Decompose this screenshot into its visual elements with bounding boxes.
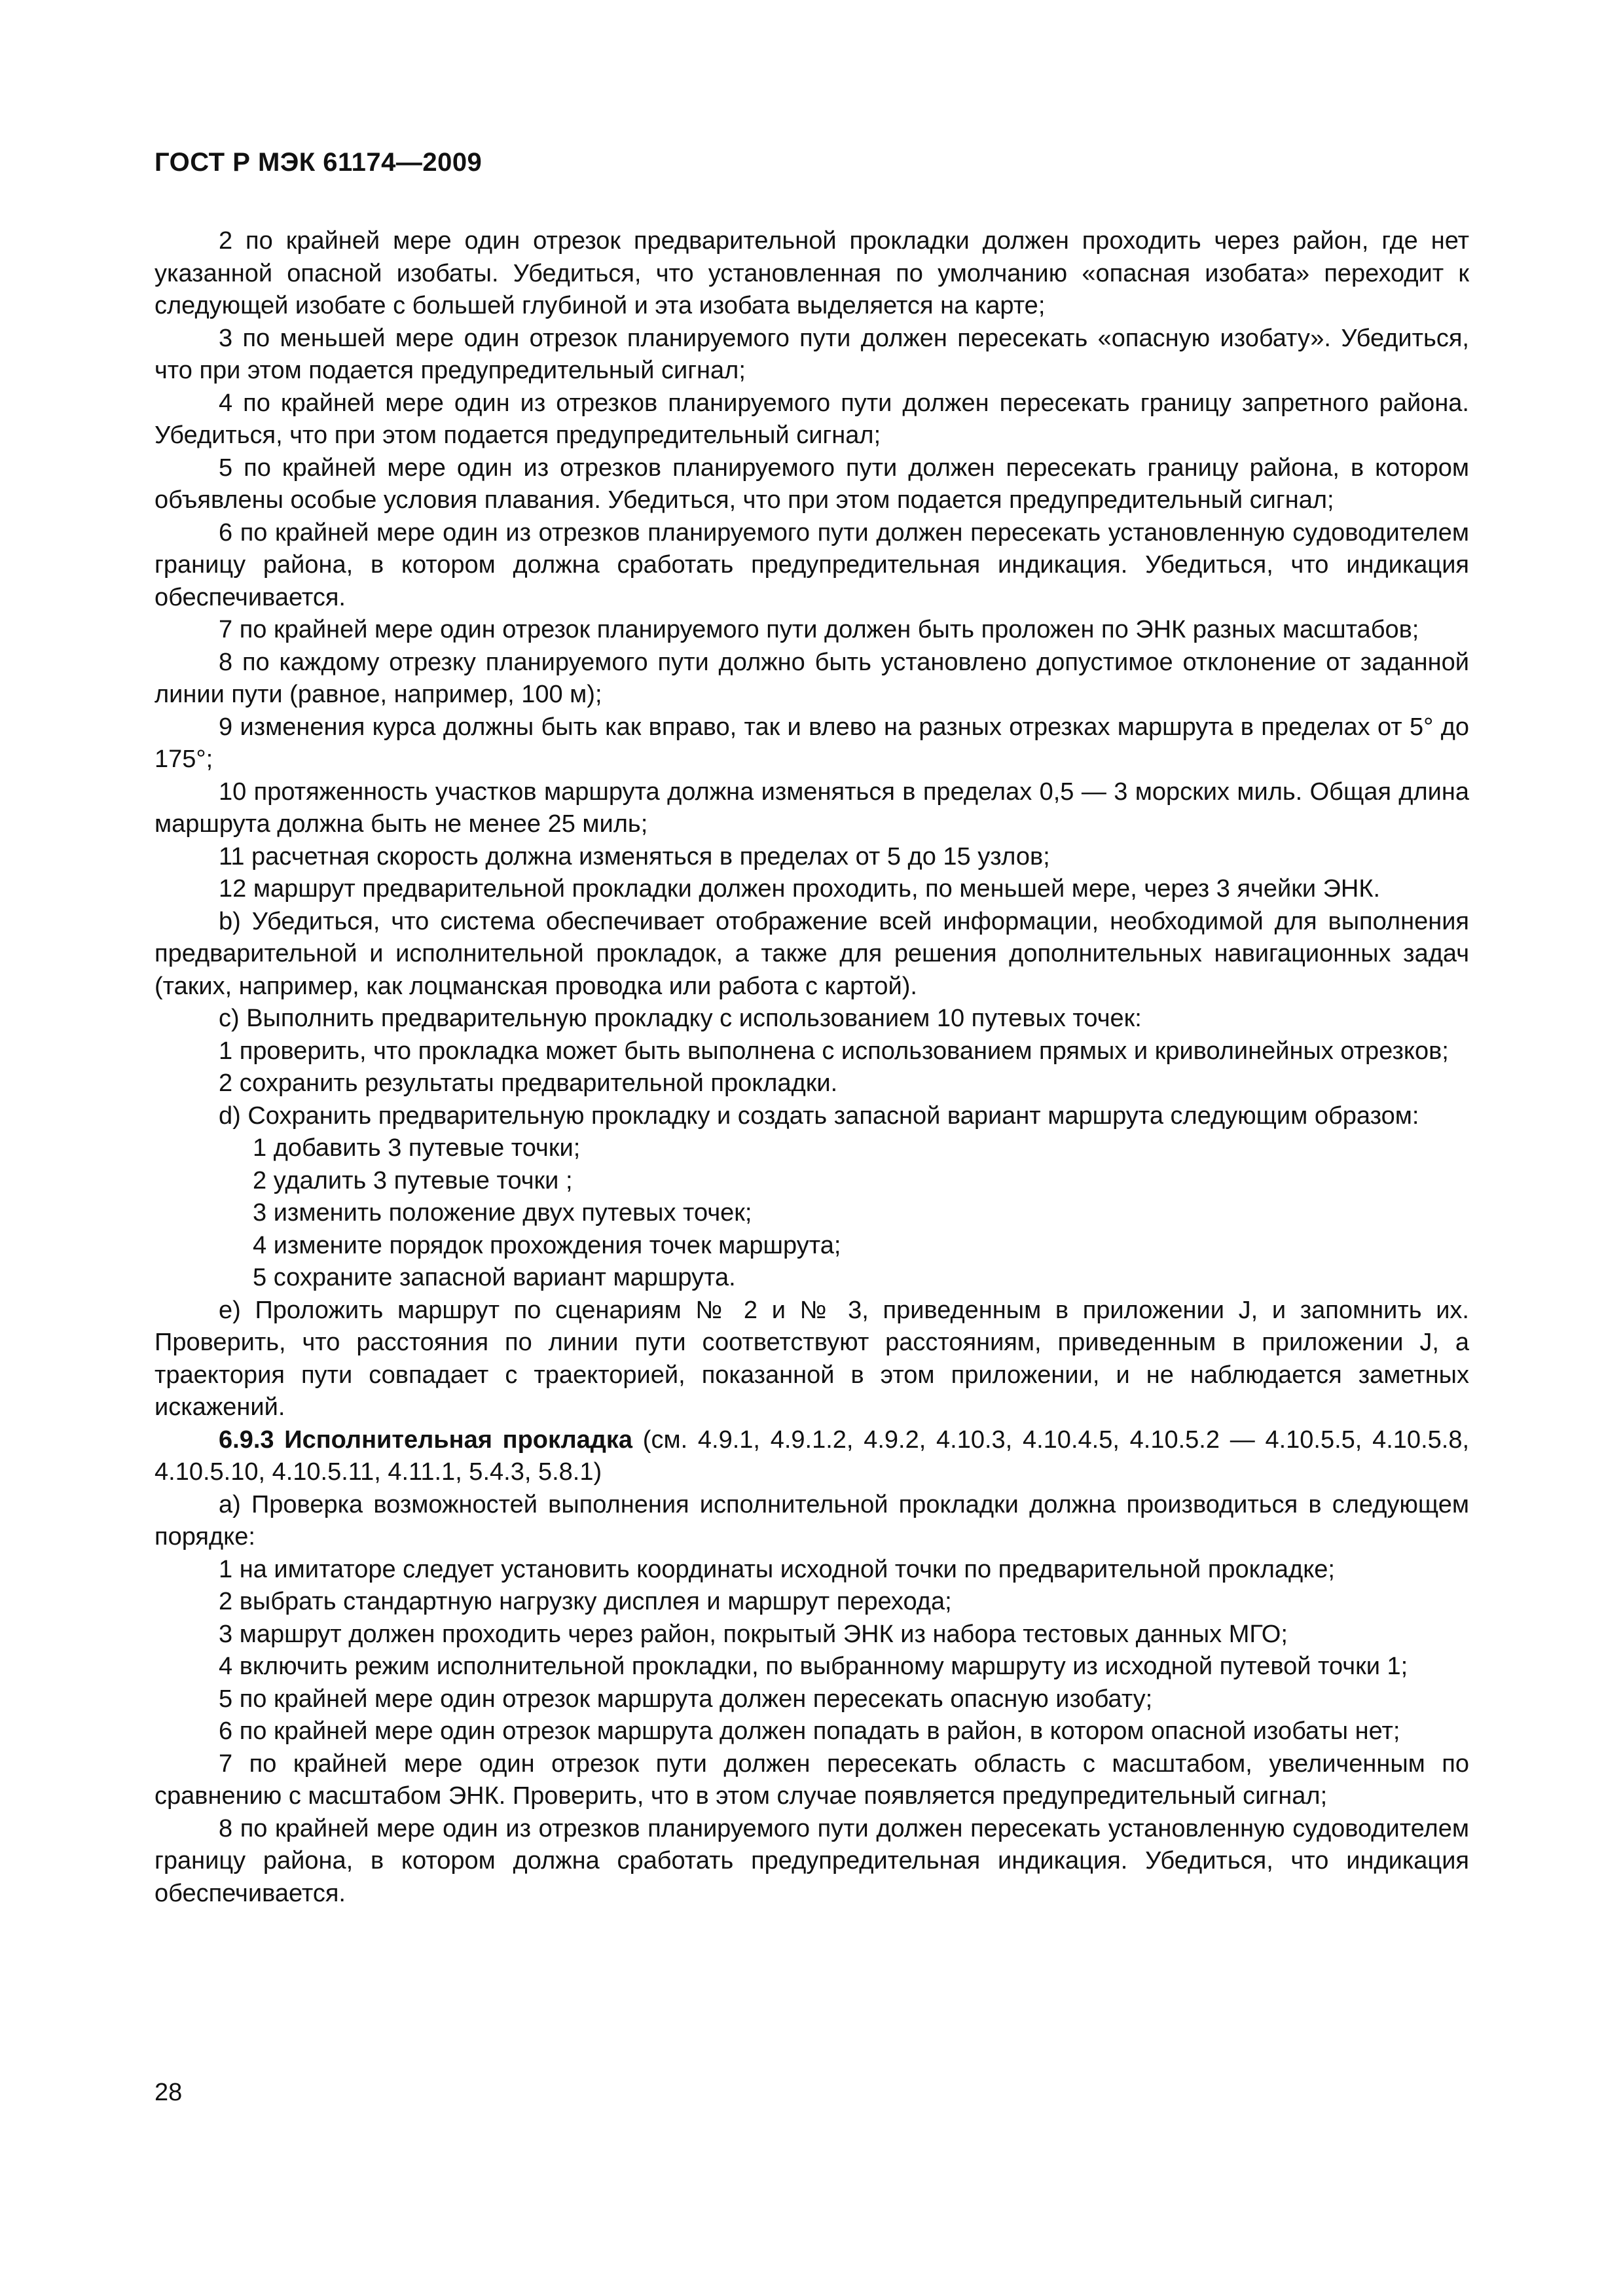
section-references: (см. 4.9.1, 4.9.1.2, 4.9.2, 4.10.3, 4.10.4.5, 4.10.5.2 — 4.10.5.5, 4.10.5.8, 4.10.5.10, 4.10.5.11, 4.11.1, 5.4.3, 5.8.1)	[155, 1426, 1470, 1486]
page-number: 28	[155, 2079, 183, 2106]
paragraph: a) Проверка возможностей выполнения исполнительной прокладки должна производиться в следующем порядке:	[155, 1490, 1469, 1551]
paragraph: 4 включить режим исполнительной прокладки, по выбранному маршруту из исходной путевой точки 1;	[219, 1653, 1408, 1680]
paragraph: 5 по крайней мере один отрезок маршрута должен пересекать опасную изобату;	[219, 1685, 1153, 1713]
paragraph: 10 протяженность участков маршрута должна изменяться в пределах 0,5 — 3 морских миль. Общая длина маршрута должна быть не менее 25 миль;	[155, 778, 1469, 838]
paragraph: b) Убедиться, что система обеспечивает отображение всей информации, необходимой для выполнения предварительной и исполнительной прокладок, а также для решения дополнительных навигационных задач (таких, например, как лоцманская проводка или работа с картой).	[155, 907, 1469, 1000]
paragraph: 8 по каждому отрезку планируемого пути должно быть установлено допустимое отклонение от заданной линии пути (равное, например, 100 м);	[155, 648, 1469, 708]
document-header: ГОСТ Р МЭК 61174—2009	[155, 148, 483, 177]
paragraph: 9 изменения курса должны быть как вправо, так и влево на разных отрезках маршрута в пределах от 5° до 175°;	[155, 713, 1469, 773]
list-item: 3 изменить положение двух путевых точек;	[253, 1199, 752, 1227]
paragraph: 11 расчетная скорость должна изменяться в пределах от 5 до 15 узлов;	[219, 842, 1050, 870]
paragraph: 8 по крайней мере один из отрезков планируемого пути должен пересекать установленную судоводителем границу района, в котором должна сработать предупредительная индикация. Убедиться, что индикация обеспечивается.	[155, 1814, 1469, 1907]
paragraph: 6 по крайней мере один из отрезков планируемого пути должен пересекать установленную судоводителем границу района, в котором должна сработать предупредительная индикация. Убедиться, что индикация обеспечивается.	[155, 518, 1469, 611]
list-item: 1 добавить 3 путевые точки;	[253, 1134, 581, 1162]
list-item: 5 сохраните запасной вариант маршрута.	[253, 1264, 736, 1291]
paragraph: 4 по крайней мере один из отрезков планируемого пути должен пересекать границу запретного района. Убедиться, что при этом подается предупредительный сигнал;	[155, 389, 1469, 449]
paragraph: 3 маршрут должен проходить через район, покрытый ЭНК из набора тестовых данных МГО;	[219, 1620, 1288, 1648]
paragraph: e) Проложить маршрут по сценариям № 2 и № 3, приведенным в приложении J, и запомнить их. Проверить, что расстояния по линии пути соответствуют расстояниям, приведенным в приложении J, а траектория пути совпадает с траекторией, показанной в этом приложении, и не наблюдается заметных искажений.	[155, 1296, 1469, 1421]
paragraph: 1 проверить, что прокладка может быть выполнена с использованием прямых и криволинейных отрезков;	[219, 1037, 1449, 1065]
body-text	[155, 225, 1469, 1910]
section-heading-paragraph	[155, 1424, 1469, 1489]
list-item: 2 удалить 3 путевые точки ;	[253, 1166, 573, 1194]
list-item: 4 измените порядок прохождения точек маршрута;	[253, 1231, 841, 1259]
paragraph: 12 маршрут предварительной прокладки должен проходить, по меньшей мере, через 3 ячейки ЭНК.	[219, 875, 1381, 903]
paragraph: c) Выполнить предварительную прокладку с использованием 10 путевых точек:	[219, 1005, 1142, 1032]
paragraph: d) Сохранить предварительную прокладку и создать запасной вариант маршрута следующим образом:	[219, 1102, 1419, 1130]
paragraph: 5 по крайней мере один из отрезков планируемого пути должен пересекать границу района, в котором объявлены особые условия плавания. Убедиться, что при этом подается предупредительный сигнал;	[155, 454, 1469, 514]
paragraph: 2 выбрать стандартную нагрузку дисплея и маршрут перехода;	[219, 1588, 952, 1615]
paragraph: 1 на имитаторе следует установить координаты исходной точки по предварительной прокладке;	[219, 1555, 1335, 1583]
section-heading: 6.9.3 Исполнительная прокладка	[219, 1426, 633, 1454]
paragraph: 7 по крайней мере один отрезок планируемого пути должен быть проложен по ЭНК разных масштабов;	[219, 616, 1419, 643]
paragraph: 7 по крайней мере один отрезок пути должен пересекать область с масштабом, увеличенным по сравнению с масштабом ЭНК. Проверить, что в этом случае появляется предупредительный сигнал;	[155, 1749, 1469, 1810]
paragraph: 3 по меньшей мере один отрезок планируемого пути должен пересекать «опасную изобату». Убедиться, что при этом подается предупредительный сигнал;	[155, 324, 1469, 384]
paragraph: 2 по крайней мере один отрезок предварительной прокладки должен проходить через район, где нет указанной опасной изобаты. Убедиться, что установленная по умолчанию «опасная изобата» переходит к следующей изобате с большей глубиной и эта изобата выделяется на карте;	[155, 227, 1469, 319]
paragraph: 2 сохранить результаты предварительной прокладки.	[219, 1069, 838, 1097]
paragraph: 6 по крайней мере один отрезок маршрута должен попадать в район, в котором опасной изобаты нет;	[219, 1717, 1400, 1745]
